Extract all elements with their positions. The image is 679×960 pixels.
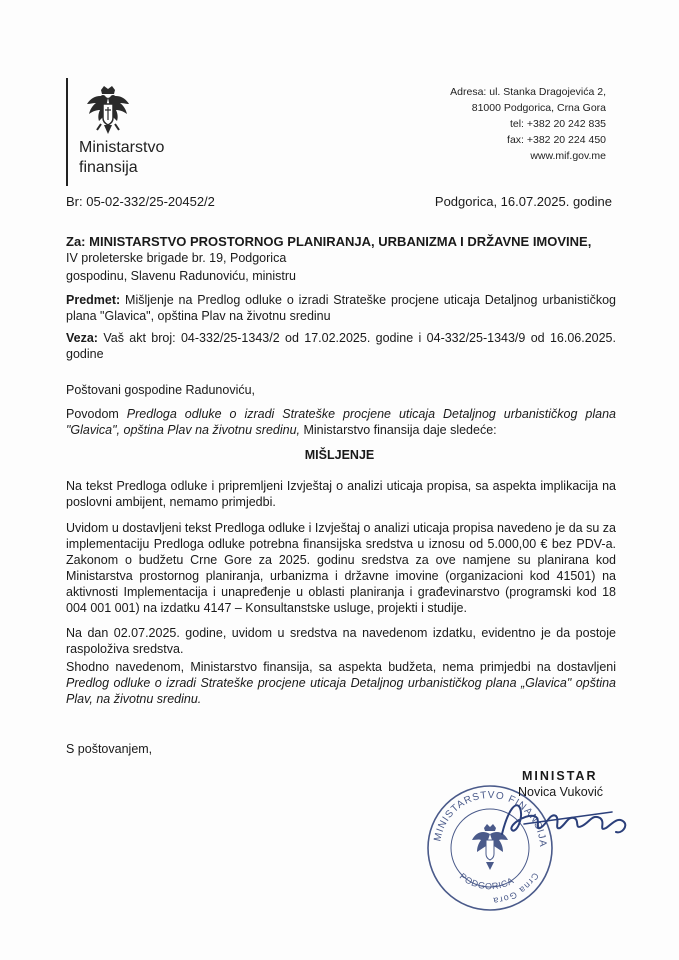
phone-number: tel: +382 20 242 835 xyxy=(509,118,606,130)
contact-block xyxy=(450,84,606,164)
reference-label: Veza: xyxy=(66,331,98,345)
reference-block xyxy=(66,330,616,362)
ministry-name-line2: finansija xyxy=(79,159,138,176)
paragraph-4 xyxy=(66,659,616,707)
recipient-attention: gospodinu, Slavenu Radunoviću, ministru xyxy=(66,269,296,283)
reference-text: Vaš akt broj: 04-332/25-1343/2 od 17.02.2025. godine i 04-332/25-1343/9 od 16.06.2025. godine xyxy=(66,331,616,361)
ministry-name-line1: Ministarstvo xyxy=(79,139,165,156)
closing: S poštovanjem, xyxy=(66,742,153,756)
handwritten-signature xyxy=(494,790,634,850)
recipient-label: Za: xyxy=(66,234,86,249)
signatory-title: MINISTAR xyxy=(522,769,598,783)
intro-suffix: Ministarstvo finansija daje sledeće: xyxy=(300,423,497,437)
recipient-name: MINISTARSTVO PROSTORNOG PLANIRANJA, URBANIZMA I DRŽAVNE IMOVINE, xyxy=(89,234,592,249)
document-date: Podgorica, 16.07.2025. godine xyxy=(434,194,612,209)
paragraph-2: Uvidom u dostavljeni tekst Predloga odluke i Izvještaj o analizi uticaja propisa navedeno je da su za implementaciju Predloga odluke potrebna finansijska sredstva u iznosu od 5.000,00 € bez PDV-a. Zakonom o budžetu Crne Gore za 2025. godinu sredstva za ove namjene su planirana kod Ministarstva prostornog planiranja, urbanizma i državne imovine (organizacioni kod 41501) na aktivnosti Implementacija i unapređenje u oblasti planiranja i građevinarstvo (programski kod 18 004 001 001) na izdatku 4147 – Konsultanstske usluge, projekti i studije. xyxy=(66,521,616,615)
intro-document-title: Predloga odluke o izradi Strateške procjene uticaja Detaljnog urbanističkog plana "Glavica", opština Plav na životnu sredinu, xyxy=(66,407,616,437)
stamp-ring-text: MINISTARSTVO FINANSIJA xyxy=(432,789,549,849)
paragraph-3: Na dan 02.07.2025. godine, uvidom u sredstva na navedenom izdatku, evidentno je da postoje raspoloživa sredstva. xyxy=(66,626,616,656)
intro-paragraph xyxy=(66,406,616,438)
coat-of-arms-icon xyxy=(84,84,132,138)
salutation: Poštovani gospodine Radunoviću, xyxy=(66,383,256,397)
paragraph-4-document-title: Predlog odluke o izradi Strateške procjene uticaja Detaljnog urbanističkog plana „Glavica" opština Plav, na životnu sredinu. xyxy=(66,676,616,706)
subject-block xyxy=(66,292,616,324)
svg-text:PODGORICA xyxy=(458,871,516,891)
recipient-address: IV proleterske brigade br. 19, Podgorica xyxy=(66,251,287,265)
recipient-block xyxy=(66,234,616,266)
signatory-name: Novica Vuković xyxy=(518,785,603,799)
subject-label: Predmet: xyxy=(66,293,121,307)
paragraph-1: Na tekst Predloga odluke i pripremljeni Izvještaj o analizi uticaja propisa, sa aspekta implikacija na poslovni ambijent, nemamo primjedbi. xyxy=(66,479,616,509)
fax-number: fax: +382 20 224 450 xyxy=(507,134,606,146)
recipient-line xyxy=(66,234,616,250)
opinion-heading: MIŠLJENJE xyxy=(304,448,375,462)
header-divider-line xyxy=(66,78,68,186)
paragraph-4-prefix: Shodno navedenom, Ministarstvo finansija, sa aspekta budžeta, nema primjedbi na dostavljeni xyxy=(66,660,616,674)
ministry-name xyxy=(79,138,164,178)
address-line1: Adresa: ul. Stanka Dragojevića 2, xyxy=(450,86,606,98)
stamp-bottom-text: PODGORICA xyxy=(457,871,516,892)
website: www.mif.gov.me xyxy=(530,150,606,162)
reference-number: Br: 05-02-332/25-20452/2 xyxy=(66,194,215,209)
address-line2: 81000 Podgorica, Crna Gora xyxy=(471,102,606,114)
subject-text: Mišljenje na Predlog odluke o izradi Strateške procjene uticaja Detaljnog urbanističkog plana "Glavica", opština Plav na životnu sredinu xyxy=(66,293,616,323)
intro-prefix: Povodom xyxy=(66,407,127,421)
stamp-top-text: Crna Gora xyxy=(491,871,541,907)
